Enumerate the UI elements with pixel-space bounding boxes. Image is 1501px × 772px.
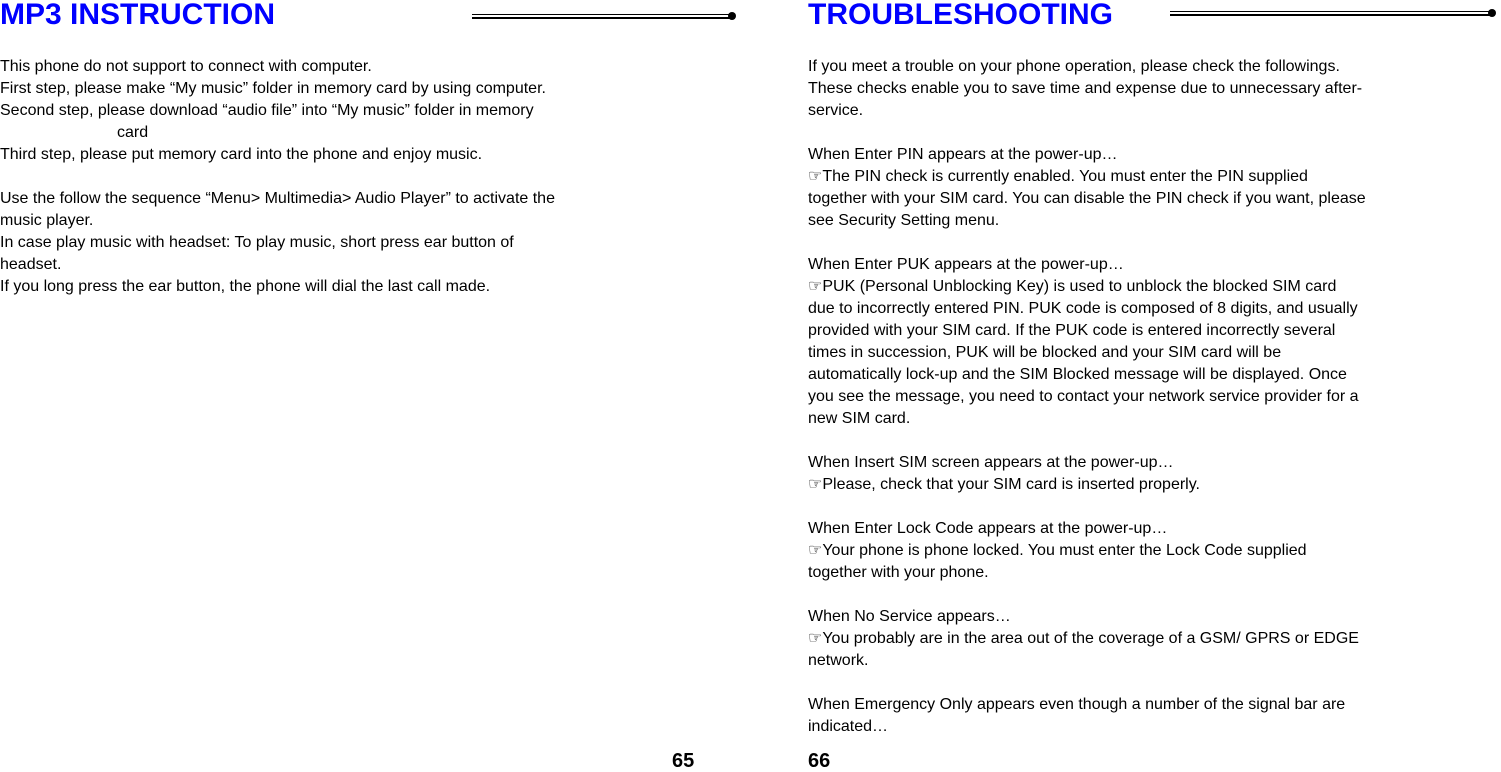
text-line: First step, please make “My music” folder in memory card by using computer.: [0, 80, 546, 97]
text-line: Use the follow the sequence “Menu> Multimedia> Audio Player” to activate the: [0, 190, 555, 207]
page-66: [808, 0, 1501, 771]
text-line: automatically lock-up and the SIM Blocked message will be displayed. Once: [808, 366, 1347, 383]
text-line: ☞Your phone is phone locked. You must enter the Lock Code supplied: [808, 542, 1307, 559]
blank-line: [808, 430, 1366, 452]
page-number-left: 65: [672, 750, 695, 772]
text-line: ☞The PIN check is currently enabled. You must enter the PIN supplied: [808, 168, 1308, 185]
page-65: [0, 0, 740, 771]
mp3-instruction-body: [0, 56, 555, 298]
blank-line: [808, 232, 1366, 254]
text-line: Third step, please put memory card into the phone and enjoy music.: [0, 146, 483, 163]
text-line: These checks enable you to save time and expense due to unnecessary after-: [808, 80, 1363, 97]
blank-line: [808, 122, 1366, 144]
heading-rule-left: [472, 14, 736, 19]
text-line: In case play music with headset: To play music, short press ear button of: [0, 234, 514, 251]
text-line: headset.: [0, 256, 62, 273]
text-line: If you long press the ear button, the phone will dial the last call made.: [0, 278, 491, 295]
text-line: ☞PUK (Personal Unblocking Key) is used to unblock the blocked SIM card: [808, 278, 1337, 295]
text-line: When Insert SIM screen appears at the power-up…: [808, 454, 1174, 471]
text-line: new SIM card.: [808, 410, 911, 427]
text-line: This phone do not support to connect with computer.: [0, 58, 372, 75]
text-line: When Enter PUK appears at the power-up…: [808, 256, 1124, 273]
text-line: times in succession, PUK will be blocked and your SIM card will be: [808, 344, 1282, 361]
blank-line: [0, 166, 555, 188]
blank-line: [808, 584, 1366, 606]
blank-line: [808, 672, 1366, 694]
text-line: When Enter Lock Code appears at the power-up…: [808, 520, 1168, 537]
text-line: see Security Setting menu.: [808, 212, 1000, 229]
text-line: together with your SIM card. You can disable the PIN check if you want, please: [808, 190, 1366, 207]
text-line: you see the message, you need to contact your network service provider for a: [808, 388, 1359, 405]
text-line: provided with your SIM card. If the PUK code is entered incorrectly several: [808, 322, 1336, 339]
text-line: indicated…: [808, 718, 889, 735]
text-line: When No Service appears…: [808, 608, 1011, 625]
heading-rule-right: [1170, 11, 1496, 16]
text-line: network.: [808, 652, 869, 669]
page-number-right: 66: [808, 750, 831, 772]
text-line: service.: [808, 102, 864, 119]
text-line: When Enter PIN appears at the power-up…: [808, 146, 1118, 163]
text-line: together with your phone.: [808, 564, 989, 581]
text-line: Second step, please download “audio file” into “My music” folder in memory: [0, 102, 534, 119]
text-line: ☞Please, check that your SIM card is inserted properly.: [808, 476, 1200, 493]
troubleshooting-body: [808, 56, 1366, 738]
mp3-instruction-heading: MP3 INSTRUCTION: [0, 0, 276, 31]
text-line: If you meet a trouble on your phone operation, please check the followings.: [808, 58, 1340, 75]
blank-line: [808, 496, 1366, 518]
text-line: music player.: [0, 212, 94, 229]
text-line: card: [117, 124, 149, 141]
text-line: When Emergency Only appears even though a number of the signal bar are: [808, 696, 1346, 713]
text-line: due to incorrectly entered PIN. PUK code is composed of 8 digits, and usually: [808, 300, 1358, 317]
troubleshooting-heading: TROUBLESHOOTING: [808, 0, 1113, 31]
text-line: ☞You probably are in the area out of the coverage of a GSM/ GPRS or EDGE: [808, 630, 1359, 647]
